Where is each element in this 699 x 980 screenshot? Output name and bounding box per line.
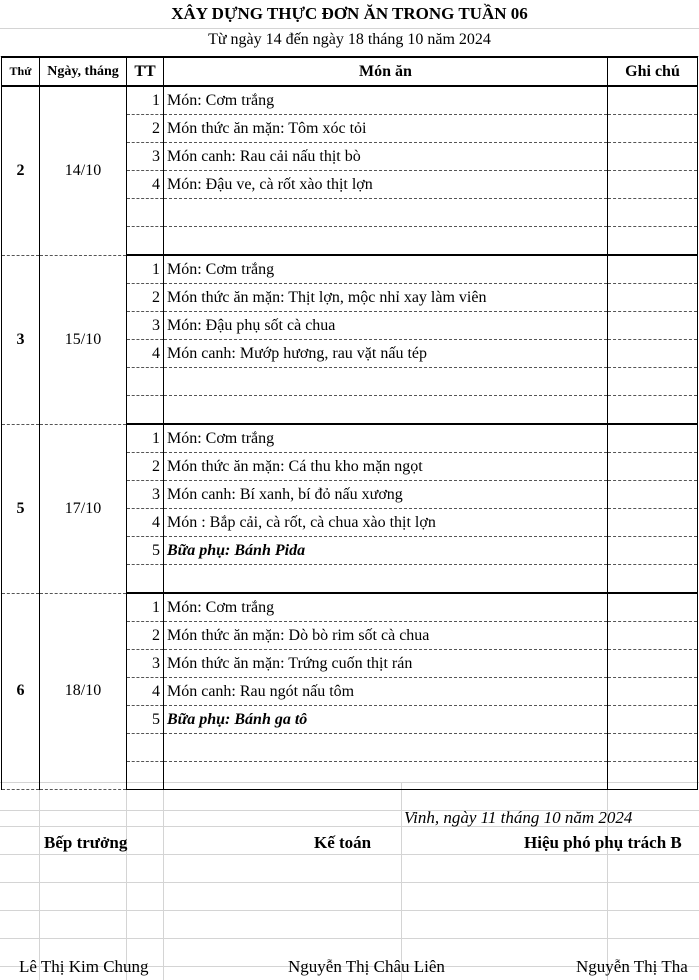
note-cell xyxy=(608,86,698,115)
dish-cell: Món thức ăn mặn: Dò bò rim sốt cà chua xyxy=(164,622,608,650)
dish-cell xyxy=(164,396,608,425)
dish-cell xyxy=(164,565,608,594)
dish-cell: Món canh: Rau ngót nấu tôm xyxy=(164,678,608,706)
dish-cell: Món canh: Bí xanh, bí đỏ nấu xương xyxy=(164,481,608,509)
dish-cell: Món thức ăn mặn: Thịt lợn, mộc nhỉ xay làm viên xyxy=(164,284,608,312)
tt-cell: 4 xyxy=(127,171,164,199)
gridline-h xyxy=(0,910,699,911)
dish-cell: Món thức ăn mặn: Trứng cuốn thịt rán xyxy=(164,650,608,678)
tt-cell: 4 xyxy=(127,340,164,368)
note-cell xyxy=(608,227,698,256)
gridline-v xyxy=(39,782,40,980)
signer-accountant: Nguyễn Thị Châu Liên xyxy=(288,957,445,976)
header-date: Ngày, tháng xyxy=(40,57,127,86)
menu-row xyxy=(2,593,698,622)
tt-cell xyxy=(127,227,164,256)
gridline-h xyxy=(0,854,699,855)
tt-cell: 2 xyxy=(127,115,164,143)
tt-cell: 2 xyxy=(127,622,164,650)
page-subtitle: Từ ngày 14 đến ngày 18 tháng 10 năm 2024 xyxy=(208,31,491,48)
note-cell xyxy=(608,706,698,734)
role-vice-principal: Hiệu phó phụ trách B xyxy=(524,833,682,852)
note-cell xyxy=(608,537,698,565)
note-cell xyxy=(608,622,698,650)
snack-dish-cell: Bữa phụ: Bánh ga tô xyxy=(164,706,608,734)
tt-cell xyxy=(127,199,164,227)
note-cell xyxy=(608,171,698,199)
day-cell: 5 xyxy=(2,424,40,593)
note-cell xyxy=(608,255,698,284)
dish-cell: Món: Cơm trắng xyxy=(164,86,608,115)
note-cell xyxy=(608,565,698,594)
dish-cell xyxy=(164,199,608,227)
dish-cell: Món: Đậu phụ sốt cà chua xyxy=(164,312,608,340)
note-cell xyxy=(608,340,698,368)
header-row xyxy=(2,57,698,86)
tt-cell xyxy=(127,368,164,396)
date-cell: 14/10 xyxy=(40,86,127,255)
day-cell: 2 xyxy=(2,86,40,255)
page-title: XÂY DỰNG THỰC ĐƠN ĂN TRONG TUẦN 06 xyxy=(171,4,528,23)
tt-cell: 3 xyxy=(127,650,164,678)
note-cell xyxy=(608,734,698,762)
gridline-v xyxy=(163,782,164,980)
role-accountant: Kế toán xyxy=(314,833,372,852)
date-cell: 18/10 xyxy=(40,593,127,790)
note-cell xyxy=(608,453,698,481)
tt-cell: 2 xyxy=(127,284,164,312)
dish-cell: Món canh: Rau cải nấu thịt bò xyxy=(164,143,608,171)
dish-cell xyxy=(164,227,608,256)
snack-dish-cell: Bữa phụ: Bánh Pida xyxy=(164,537,608,565)
note-cell xyxy=(608,593,698,622)
tt-cell xyxy=(127,565,164,594)
gridline-v xyxy=(401,782,402,980)
dish-cell xyxy=(164,734,608,762)
note-cell xyxy=(608,762,698,790)
menu-table xyxy=(1,56,698,790)
note-cell xyxy=(608,678,698,706)
note-cell xyxy=(608,143,698,171)
gridline-h xyxy=(0,882,699,883)
dish-cell: Món: Đậu ve, cà rốt xào thịt lợn xyxy=(164,171,608,199)
note-cell xyxy=(608,115,698,143)
tt-cell xyxy=(127,762,164,790)
dish-cell xyxy=(164,762,608,790)
menu-row xyxy=(2,86,698,115)
dish-cell: Món canh: Mướp hương, rau vặt nấu tép xyxy=(164,340,608,368)
dish-cell: Món thức ăn mặn: Cá thu kho mặn ngọt xyxy=(164,453,608,481)
signer-vice-principal: Nguyễn Thị Tha xyxy=(576,957,688,976)
tt-cell xyxy=(127,734,164,762)
date-cell: 15/10 xyxy=(40,255,127,424)
tt-cell xyxy=(127,396,164,425)
header-tt: TT xyxy=(127,57,164,86)
note-cell xyxy=(608,199,698,227)
role-head-chef: Bếp trưởng xyxy=(44,833,128,852)
tt-cell: 2 xyxy=(127,453,164,481)
menu-row xyxy=(2,255,698,284)
dish-cell: Món : Bắp cải, cà rốt, cà chua xào thịt lợn xyxy=(164,509,608,537)
date-cell: 17/10 xyxy=(40,424,127,593)
tt-cell: 1 xyxy=(127,255,164,284)
dish-cell: Món thức ăn mặn: Tôm xóc tỏi xyxy=(164,115,608,143)
note-cell xyxy=(608,368,698,396)
day-cell: 3 xyxy=(2,255,40,424)
note-cell xyxy=(608,481,698,509)
tt-cell: 3 xyxy=(127,481,164,509)
tt-cell: 1 xyxy=(127,593,164,622)
tt-cell: 4 xyxy=(127,678,164,706)
header-day: Thứ xyxy=(2,57,40,86)
menu-body xyxy=(2,86,698,790)
gridline-h xyxy=(0,938,699,939)
tt-cell: 1 xyxy=(127,86,164,115)
tt-cell: 3 xyxy=(127,312,164,340)
tt-cell: 1 xyxy=(127,424,164,453)
day-cell: 6 xyxy=(2,593,40,790)
header-note: Ghi chú xyxy=(608,57,698,86)
tt-cell: 5 xyxy=(127,706,164,734)
header-dish: Món ăn xyxy=(164,57,608,86)
note-cell xyxy=(608,509,698,537)
gridline-v xyxy=(126,782,127,980)
signer-head-chef: Lê Thị Kim Chung xyxy=(19,957,149,976)
tt-cell: 4 xyxy=(127,509,164,537)
note-cell xyxy=(608,424,698,453)
menu-row xyxy=(2,424,698,453)
dish-cell xyxy=(164,368,608,396)
tt-cell: 3 xyxy=(127,143,164,171)
gridline-h xyxy=(0,28,699,29)
note-cell xyxy=(608,312,698,340)
note-cell xyxy=(608,396,698,425)
note-cell xyxy=(608,650,698,678)
tt-cell: 5 xyxy=(127,537,164,565)
dish-cell: Món: Cơm trắng xyxy=(164,593,608,622)
dish-cell: Món: Cơm trắng xyxy=(164,255,608,284)
note-cell xyxy=(608,284,698,312)
dish-cell: Món: Cơm trắng xyxy=(164,424,608,453)
signature-dateline: Vinh, ngày 11 tháng 10 năm 2024 xyxy=(404,808,633,827)
